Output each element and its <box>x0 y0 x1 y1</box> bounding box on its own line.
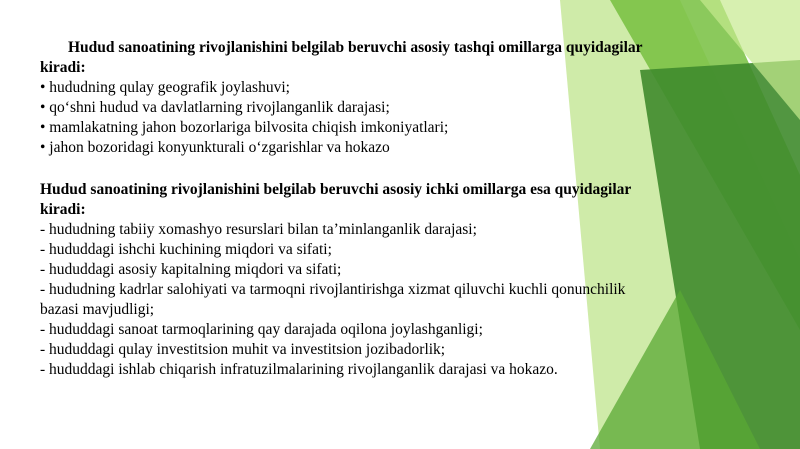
external-heading-line1: Hudud sanoatining rivojlanishini belgilab beruvchi asosiy tashqi omillarga quyidagilar <box>68 39 643 56</box>
slide-text <box>40 38 770 380</box>
internal-heading-line1: Hudud sanoatining rivojlanishini belgilab beruvchi asosiy ichki omillarga esa quyidagilar <box>40 181 632 198</box>
list-item: - hududdagi sanoat tarmoqlarining qay darajada oqilona joylashganligi; <box>40 321 483 338</box>
list-item: - hududdagi asosiy kapitalning miqdori va sifati; <box>40 261 342 278</box>
list-item: - hududning kadrlar salohiyati va tarmoqni rivojlantirishga xizmat qiluvchi kuchli qonunchilik <box>40 281 626 298</box>
list-item: - hududdagi qulay investitsion muhit va investitsion jozibadorlik; <box>40 341 446 358</box>
list-item: • hududning qulay geografik joylashuvi; <box>40 79 290 96</box>
list-item: - hududning tabiiy xomashyo resurslari bilan ta’minlanganlik darajasi; <box>40 221 477 238</box>
list-item: • qo‘shni hudud va davlatlarning rivojlanganlik darajasi; <box>40 99 390 116</box>
list-item: - hududdagi ishchi kuchining miqdori va sifati; <box>40 241 332 258</box>
internal-heading-line2: kiradi: <box>40 201 86 218</box>
list-item: • jahon bozoridagi konyunkturali o‘zgarishlar va hokazo <box>40 139 390 156</box>
external-heading-line2: kiradi: <box>40 59 86 76</box>
section-gap <box>40 158 770 180</box>
list-item: bazasi mavjudligi; <box>40 301 155 318</box>
list-item: • mamlakatning jahon bozorlariga bilvosita chiqish imkoniyatlari; <box>40 119 449 136</box>
list-item: - hududdagi ishlab chiqarish infratuzilmalarining rivojlanganlik darajasi va hokazo. <box>40 361 558 378</box>
